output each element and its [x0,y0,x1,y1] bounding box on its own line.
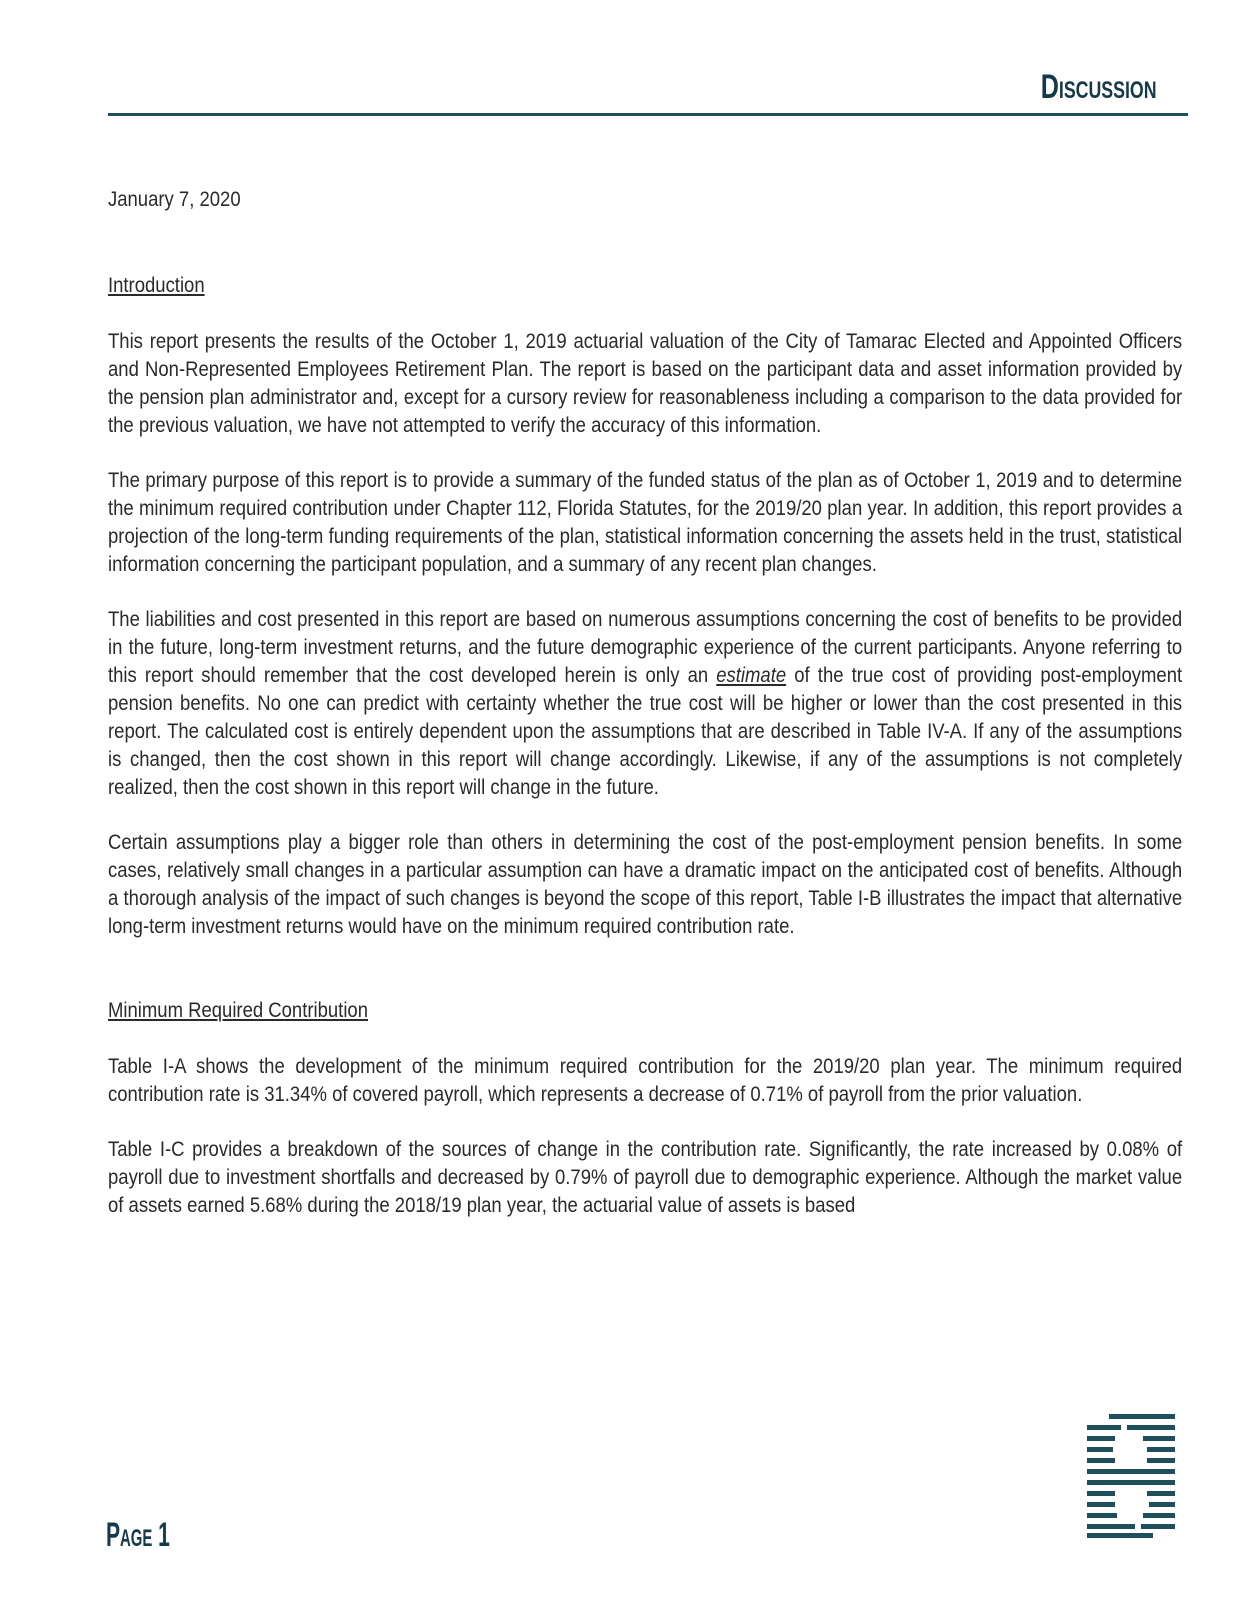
minimum-contribution-paragraph-1: Table I-A shows the development of the minimum required contribution for the 2019/20 plan year. The minimum required contribution rate is 31.34% of covered payroll, which represents a decrease of 0.71% of payroll from the prior valuation. [108,1054,1183,1106]
paragraph-3-text-a: The liabilities and cost presented in this report are based on numerous assumptions concerning the cost of benefits to be provided in the future, long-term investment returns, and the future demographic experience of the current participants. Anyone referring to this report should remember that the cost developed herein is only an [108,607,1183,687]
page-header-title: Discussion [1041,68,1157,106]
header-rule [108,113,1188,116]
report-date: January 7, 2020 [108,187,241,211]
minimum-contribution-heading: Minimum Required Contribution [108,998,369,1022]
paragraph-3-text-b: of the true cost of providing post-employment pension benefits. No one can predict with certainty whether the true cost will be higher or lower than the cost presented in this report. The calculated cost is entirely dependent upon the assumptions that are described in Table IV-A. If any of the assumptions is changed, then the cost shown in this report will change accordingly. Likewise, if any of the assumptions is not completely realized, then the cost shown in this report will change in the future. [108,663,1183,799]
introduction-paragraph-3 [108,605,1182,801]
company-logo-icon [1087,1414,1177,1538]
minimum-contribution-paragraph-2: Table I-C provides a breakdown of the sources of change in the contribution rate. Significantly, the rate increased by 0.08% of payroll due to investment shortfalls and decreased by 0.79% of payroll due to demographic experience. Although the market value of assets earned 5.68% during the 2018/19 plan year, the actuarial value of assets is based [108,1137,1183,1217]
introduction-paragraph-4: Certain assumptions play a bigger role than others in determining the cost of the post-employment pension benefits. In some cases, relatively small changes in a particular assumption can have a dramatic impact on the anticipated cost of benefits. Although a thorough analysis of the impact of such changes is beyond the scope of this report, Table I-B illustrates the impact that alternative long-term investment returns would have on the minimum required contribution rate. [108,830,1183,938]
page-number: Page 1 [106,1516,170,1554]
document-body [108,185,1182,1246]
introduction-paragraph-1: This report presents the results of the October 1, 2019 actuarial valuation of the City of Tamarac Elected and Appointed Officers and Non-Represented Employees Retirement Plan. The report is based on the participant data and asset information provided by the pension plan administrator and, except for a cursory review for reasonableness including a comparison to the data provided for the previous valuation, we have not attempted to verify the accuracy of this information. [108,329,1183,437]
introduction-heading: Introduction [108,273,205,297]
introduction-paragraph-2: The primary purpose of this report is to provide a summary of the funded status of the plan as of October 1, 2019 and to determine the minimum required contribution under Chapter 112, Florida Statutes, for the 2019/20 plan year. In addition, this report provides a projection of the long-term funding requirements of the plan, statistical information concerning the assets held in the trust, statistical information concerning the participant population, and a summary of any recent plan changes. [108,468,1183,576]
estimate-emphasis: estimate [716,663,787,687]
